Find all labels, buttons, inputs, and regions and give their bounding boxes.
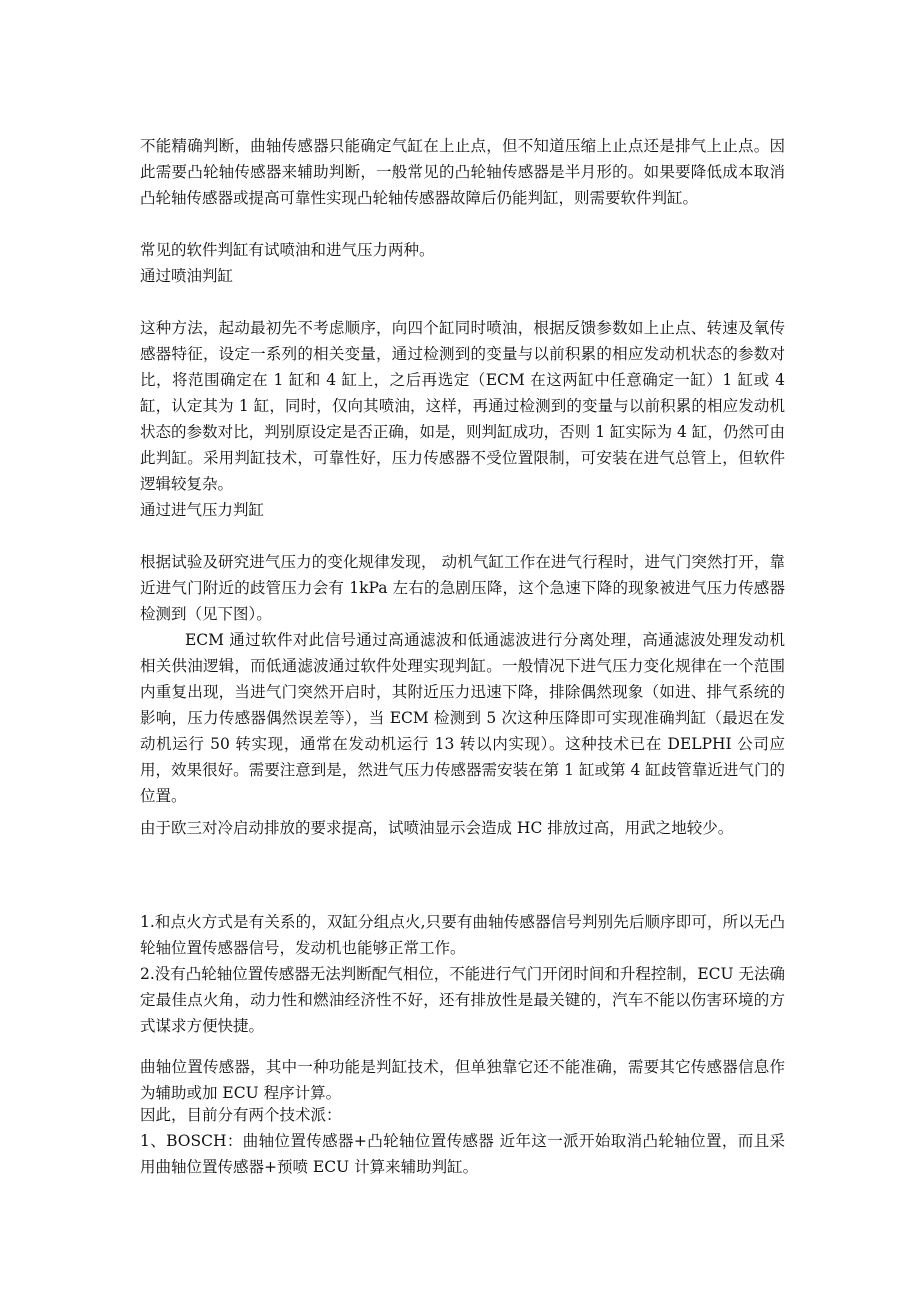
list-item-1: 1.和点火方式是有关系的，双缸分组点火,只要有曲轴传感器信号判别先后顺序即可，所以无凸轮轴位置传感器信号，发动机也能够正常工作。 xyxy=(140,913,785,957)
list-item-2: 2.没有凸轮轴位置传感器无法判断配气相位，不能进行气门开闭时间和升程控制，ECU 无法确定最佳点火角，动力性和燃油经济性不好，还有排放性是最关键的，汽车不能以伤害环境的方式谋求方便快捷。 xyxy=(140,965,785,1035)
heading-injection-method: 通过喷油判缸 xyxy=(140,267,234,285)
paragraph-overview: 常见的软件判缸有试喷油和进气压力两种。 xyxy=(140,241,435,259)
paragraph-intake-pressure-finding: 根据试验及研究进气压力的变化规律发现， 动机气缸工作在进气行程时，进气门突然打开，靠近进气门附近的歧管压力会有 1kPa 左右的急剧压降，这个急速下降的现象被进气压力传感器检测到（见下图）。 xyxy=(140,553,785,623)
list-item-bosch: 1、BOSCH：曲轴位置传感器+凸轮轴位置传感器 近年这一派开始取消凸轮轴位置，而且采用曲轴位置传感器+预喷 ECU 计算来辅助判缸。 xyxy=(140,1132,785,1176)
paragraph-injection-detail: 这种方法，起动最初先不考虑顺序，向四个缸同时喷油，根据反馈参数如上止点、转速及氧传感器特征，设定一系列的相关变量，通过检测到的变量与以前积累的相应发动机状态的参数对比，将范围确定在 1 缸和 4 缸上，之后再选定（ECM 在这两缸中任意确定一缸）1 缸或 4 缸，认定其为 1 缸，同时，仅向其喷油，这样，再通过检测到的变量与以前积累的相应发动机状态的参数对比，判别原设定是否正确，如是，则判缸成功，否则 1 缸实际为 4 缸，仍然可由此判缸。采用判缸技术，可靠性好，压力传感器不受位置限制，可安装在进气总管上，但软件逻辑较复杂。 xyxy=(140,319,785,493)
paragraph-two-schools: 因此，目前分有两个技术派： xyxy=(140,1106,342,1124)
paragraph-euro3: 由于欧三对冷启动排放的要求提高，试喷油显示会造成 HC 排放过高，用武之地较少。 xyxy=(140,819,734,837)
paragraph-crank-sensor: 曲轴位置传感器，其中一种功能是判缸技术，但单独靠它还不能准确，需要其它传感器信息作为辅助或加 ECU 程序计算。 xyxy=(140,1058,785,1102)
paragraph-intro: 不能精确判断，曲轴传感器只能确定气缸在上止点，但不知道压缩上止点还是排气上止点。因此需要凸轮轴传感器来辅助判断，一般常见的凸轮轴传感器是半月形的。如果要降低成本取消凸轮轴传感器或提高可靠性实现凸轮轴传感器故障后仍能判缸，则需要软件判缸。 xyxy=(140,137,785,207)
paragraph-ecm-filtering: ECM 通过软件对此信号通过高通滤波和低通滤波进行分离处理，高通滤波处理发动机相关供油逻辑，而低通滤波通过软件处理实现判缸。一般情况下进气压力变化规律在一个范围内重复出现，当进气门突然开启时，其附近压力迅速下降，排除偶然现象（如进、排气系统的影响，压力传感器偶然误差等），当 ECM 检测到 5 次这种压降即可实现准确判缸（最迟在发动机运行 50 转实现，通常在发动机运行 13 转以内实现）。这种技术已在 DELPHI 公司应用，效果很好。需要注意到是，然进气压力传感器需安装在第 1 缸或第 4 缸歧管靠近进气门的位置。 xyxy=(140,631,785,805)
heading-intake-pressure-method: 通过进气压力判缸 xyxy=(140,501,265,519)
